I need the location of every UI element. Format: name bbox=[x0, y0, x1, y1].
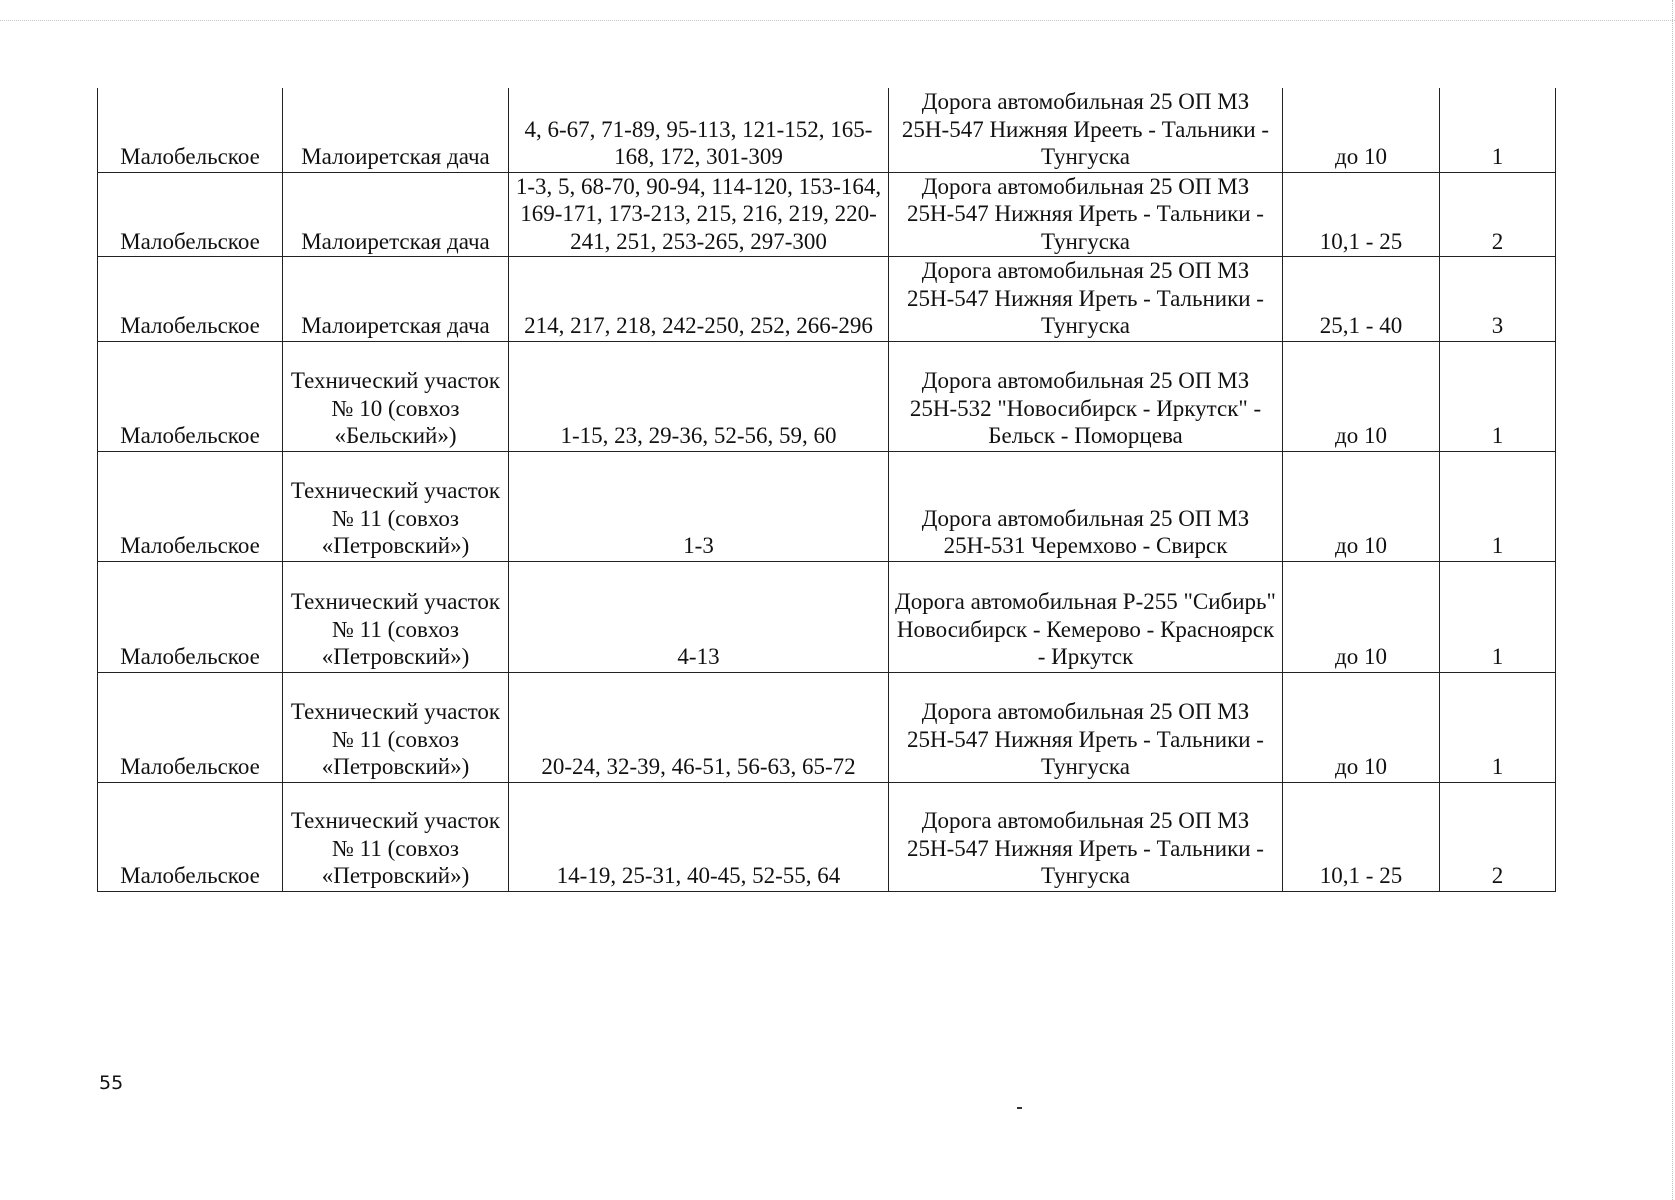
settlement-cell: Малобельское bbox=[98, 341, 283, 451]
settlement-cell: Малобельское bbox=[98, 782, 283, 891]
zone-cell: 1 bbox=[1440, 341, 1556, 451]
plots-cell: 14-19, 25-31, 40-45, 52-55, 64 bbox=[509, 782, 889, 891]
road-cell: Дорога автомобильная 25 ОП МЗ 25Н-547 Нижняя Иреть - Тальники - Тунгуска bbox=[889, 782, 1283, 891]
location-cell: Малоиретская дача bbox=[283, 172, 509, 257]
scan-artifact-top bbox=[0, 20, 1675, 21]
scan-speck bbox=[1017, 1107, 1022, 1109]
plots-cell: 20-24, 32-39, 46-51, 56-63, 65-72 bbox=[509, 672, 889, 782]
settlement-cell: Малобельское bbox=[98, 172, 283, 257]
zone-cell: 3 bbox=[1440, 257, 1556, 342]
road-cell: Дорога автомобильная 25 ОП МЗ 25Н-547 Нижняя Иреть - Тальники - Тунгуска bbox=[889, 172, 1283, 257]
table-row bbox=[98, 341, 1556, 451]
table-row bbox=[98, 88, 1556, 172]
settlement-cell: Малобельское bbox=[98, 561, 283, 672]
plots-cell: 1-3 bbox=[509, 451, 889, 561]
location-cell: Малоиретская дача bbox=[283, 88, 509, 172]
distance-cell: до 10 bbox=[1283, 672, 1440, 782]
plots-cell: 1-3, 5, 68-70, 90-94, 114-120, 153-164, 169-171, 173-213, 215, 216, 219, 220-241, 251, 253-265, 297-300 bbox=[509, 172, 889, 257]
road-cell: Дорога автомобильная 25 ОП МЗ 25Н-532 "Новосибирск - Иркутск" - Бельск - Поморцева bbox=[889, 341, 1283, 451]
road-zones-table bbox=[97, 88, 1556, 892]
location-cell: Технический участок № 10 (совхоз «Бельский») bbox=[283, 341, 509, 451]
zone-cell: 1 bbox=[1440, 561, 1556, 672]
location-cell: Малоиретская дача bbox=[283, 257, 509, 342]
zone-cell: 1 bbox=[1440, 451, 1556, 561]
table-row bbox=[98, 561, 1556, 672]
page-number: 55 bbox=[99, 1072, 124, 1094]
table-row bbox=[98, 172, 1556, 257]
distance-cell: до 10 bbox=[1283, 561, 1440, 672]
road-cell: Дорога автомобильная 25 ОП МЗ 25Н-531 Черемхово - Свирск bbox=[889, 451, 1283, 561]
table-row bbox=[98, 782, 1556, 891]
settlement-cell: Малобельское bbox=[98, 257, 283, 342]
distance-cell: до 10 bbox=[1283, 451, 1440, 561]
scan-artifact-right bbox=[1672, 0, 1673, 1200]
distance-cell: 25,1 - 40 bbox=[1283, 257, 1440, 342]
road-cell: Дорога автомобильная Р-255 "Сибирь" Новосибирск - Кемерово - Красноярск - Иркутск bbox=[889, 561, 1283, 672]
plots-cell: 4-13 bbox=[509, 561, 889, 672]
road-cell: Дорога автомобильная 25 ОП МЗ 25Н-547 Нижняя Иреть - Тальники - Тунгуска bbox=[889, 672, 1283, 782]
zone-cell: 2 bbox=[1440, 782, 1556, 891]
table-row bbox=[98, 672, 1556, 782]
distance-cell: 10,1 - 25 bbox=[1283, 172, 1440, 257]
table-row bbox=[98, 257, 1556, 342]
location-cell: Технический участок № 11 (совхоз «Петровский») bbox=[283, 782, 509, 891]
road-cell: Дорога автомобильная 25 ОП МЗ 25Н-547 Нижняя Ирееть - Тальники - Тунгуска bbox=[889, 88, 1283, 172]
zone-cell: 1 bbox=[1440, 672, 1556, 782]
distance-cell: до 10 bbox=[1283, 341, 1440, 451]
distance-cell: до 10 bbox=[1283, 88, 1440, 172]
settlement-cell: Малобельское bbox=[98, 451, 283, 561]
plots-cell: 214, 217, 218, 242-250, 252, 266-296 bbox=[509, 257, 889, 342]
zone-cell: 1 bbox=[1440, 88, 1556, 172]
location-cell: Технический участок № 11 (совхоз «Петровский») bbox=[283, 451, 509, 561]
location-cell: Технический участок № 11 (совхоз «Петровский») bbox=[283, 672, 509, 782]
location-cell: Технический участок № 11 (совхоз «Петровский») bbox=[283, 561, 509, 672]
road-cell: Дорога автомобильная 25 ОП МЗ 25Н-547 Нижняя Иреть - Тальники - Тунгуска bbox=[889, 257, 1283, 342]
table-row bbox=[98, 451, 1556, 561]
settlement-cell: Малобельское bbox=[98, 88, 283, 172]
distance-cell: 10,1 - 25 bbox=[1283, 782, 1440, 891]
plots-cell: 1-15, 23, 29-36, 52-56, 59, 60 bbox=[509, 341, 889, 451]
zone-cell: 2 bbox=[1440, 172, 1556, 257]
plots-cell: 4, 6-67, 71-89, 95-113, 121-152, 165-168, 172, 301-309 bbox=[509, 88, 889, 172]
settlement-cell: Малобельское bbox=[98, 672, 283, 782]
